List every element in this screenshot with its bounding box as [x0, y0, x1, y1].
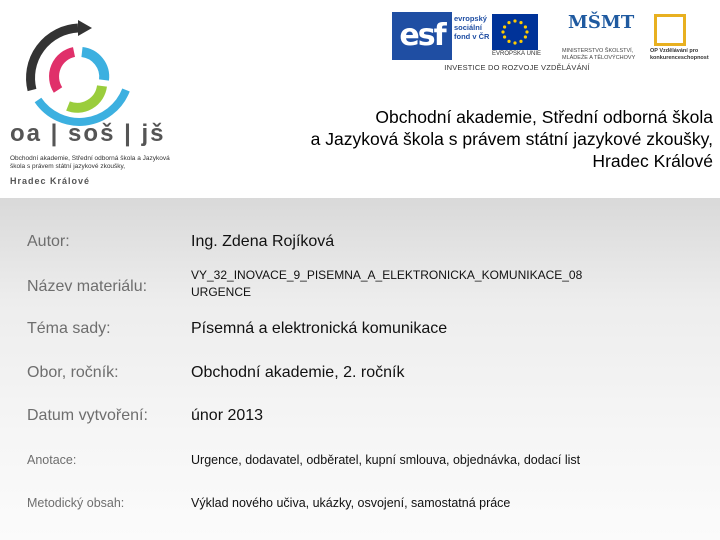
- field-year-value: Obchodní akademie, 2. ročník: [191, 364, 405, 381]
- field-year-label: Obor, ročník:: [27, 364, 119, 381]
- topic-label: Téma sady:: [27, 320, 111, 337]
- method-value: Výklad nového učiva, ukázky, osvojení, samostatná práce: [191, 496, 511, 510]
- eu-flag-icon: [492, 14, 538, 50]
- material-name-value: [191, 267, 711, 301]
- method-label: Metodický obsah:: [27, 496, 125, 510]
- material-name-label: Název materiálu:: [27, 278, 148, 295]
- logo-city: Hradec Králové: [10, 176, 91, 186]
- school-name: [173, 106, 713, 172]
- annotation-value: Urgence, dodavatel, odběratel, kupní smlouva, objednávka, dodací list: [191, 453, 581, 467]
- esf-text: evropský sociální fond v ČR: [454, 14, 490, 41]
- op-text: OP Vzdělávání pro konkurenceschopnost: [650, 48, 709, 61]
- funding-banner: [392, 10, 718, 74]
- school-name-line2: a Jazyková škola s právem státní jazykové zkoušky,: [310, 129, 713, 149]
- banner-footer: INVESTICE DO ROZVOJE VZDĚLÁVÁNÍ: [444, 63, 590, 72]
- school-name-line3: Hradec Králové: [592, 151, 713, 171]
- msmt-text: MINISTERSTVO ŠKOLSTVÍ, MLÁDEŽE A TĚLOVÝCHOVY: [562, 48, 636, 61]
- annotation-label: Anotace:: [27, 453, 77, 467]
- logo-full-name: Obchodní akademie, Střední odborná škola a Jazyková škola s právem státní jazykové zkoušky,: [10, 155, 170, 170]
- op-logo-icon: [654, 14, 686, 46]
- eu-text: EVROPSKÁ UNIE: [492, 51, 542, 57]
- material-name-line2: URGENCE: [191, 285, 252, 299]
- esf-logo-icon: esf: [392, 12, 452, 60]
- date-value: únor 2013: [191, 407, 264, 424]
- metadata-panel: [0, 198, 720, 540]
- msmt-logo-icon: MŠMT: [568, 12, 635, 33]
- header-area: [0, 0, 720, 198]
- topic-value: Písemná a elektronická komunikace: [191, 320, 448, 337]
- school-logo-icon: [18, 20, 138, 135]
- material-name-line1: VY_32_INOVACE_9_PISEMNA_A_ELEKTRONICKA_KOMUNIKACE_08: [191, 268, 583, 282]
- school-name-line1: Obchodní akademie, Střední odborná škola: [375, 107, 713, 127]
- author-value: Ing. Zdena Rojíková: [191, 233, 335, 250]
- date-label: Datum vytvoření:: [27, 407, 148, 424]
- author-label: Autor:: [27, 233, 70, 250]
- logo-abbreviation: oa | soš | jš: [10, 120, 166, 147]
